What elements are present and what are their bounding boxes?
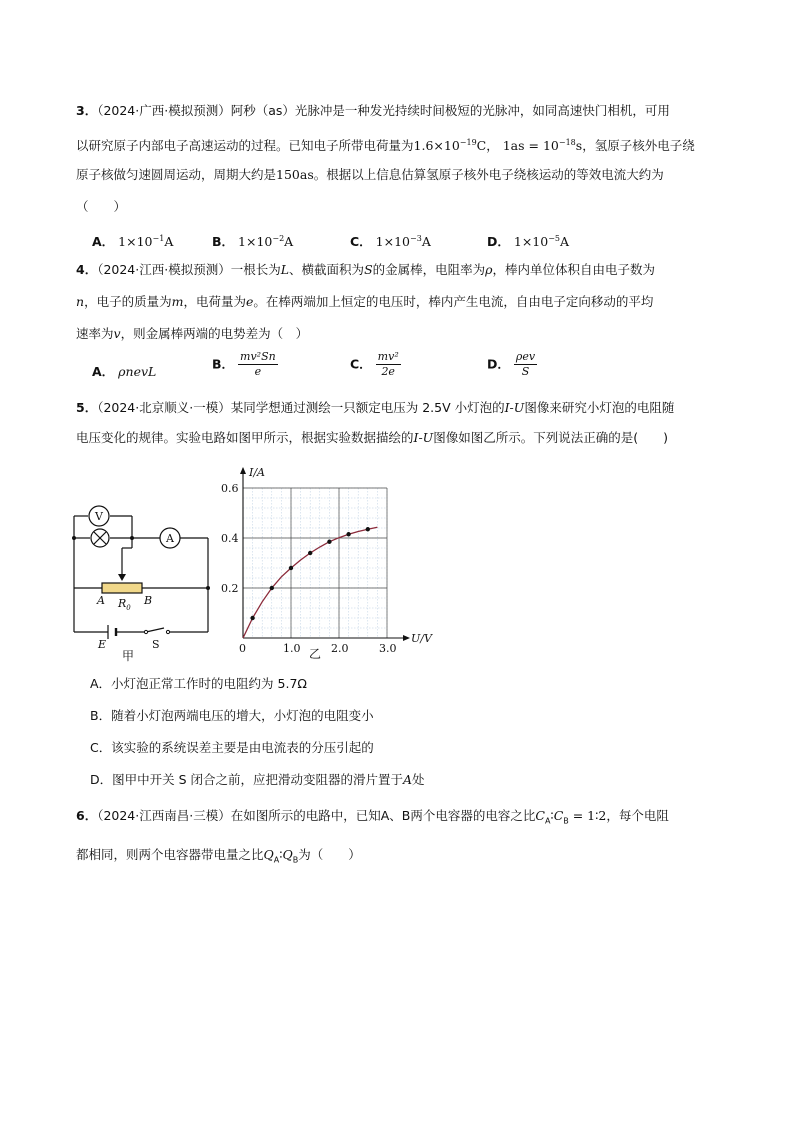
y-axis-label: I/A (249, 466, 265, 479)
q5-figure (64, 448, 444, 664)
ammeter-label: A (166, 532, 174, 545)
y-axis-arrow (240, 467, 246, 474)
rheostat-label-b: B (144, 594, 153, 607)
q3-line-3 (76, 165, 664, 185)
q3-text: 氢原子核外电子绕 (594, 138, 695, 154)
y-tick-label: 0.4 (221, 532, 239, 545)
q4-line-3: 速率为v，则金属棒两端的电势差为（ ） (76, 326, 309, 341)
q3-number: 3． (76, 103, 98, 118)
iu-graph (221, 466, 433, 661)
lamp-icon (91, 529, 109, 547)
x-axis-arrow (403, 635, 410, 641)
graph-caption: 乙 (309, 647, 322, 661)
x-tick-label: 3.0 (379, 642, 397, 655)
q6-line-1: 6．（2024·江西南昌·三模）在如图所示的电路中，已知A、B两个电容器的电容之比$C_A∶C_B$ = 1∶2，每个电阻 (76, 808, 669, 826)
q3-option-c[interactable]: C． $1\times 10^{-3}A$ (350, 234, 431, 250)
origin-label: 0 (239, 642, 246, 655)
q5-choice-d[interactable]: D．图甲中开关 S 闭合之前，应把滑动变阻器的滑片置于A处 (90, 772, 425, 787)
battery-label: E (98, 638, 107, 651)
voltmeter-label: V (95, 510, 103, 523)
rheostat-label-r: $R_0$ (118, 597, 131, 612)
data-point (346, 532, 350, 536)
q5-line-1: 5．（2024·北京顺义·一模）某同学想通过测绘一只额定电压为 2.5V 小灯泡的I-U图像来研究小灯泡的电阻随 (76, 400, 675, 415)
data-point (270, 586, 274, 590)
q4-option-a[interactable]: A． ρnevL (92, 364, 157, 379)
q5-choice-a[interactable]: A．小灯泡正常工作时的电阻约为 5.7Ω (90, 676, 307, 691)
data-point (366, 527, 370, 531)
q4-option-c[interactable]: C． $\frac{\text{mv²}}{2e}$ (350, 350, 399, 378)
q3-text: 以研究原子内部电子高速运动的过程。已知电子所带电荷量为 (76, 138, 414, 154)
q4-number: 4． (76, 262, 98, 277)
q3-option-b[interactable]: B． $1\times 10^{-2}A$ (212, 234, 294, 250)
q6-line-2: 都相同，则两个电容器带电量之比$Q_A∶Q_B$为（ ） (76, 847, 361, 865)
q3-option-d[interactable]: D． $1\times 10^{-5}A$ (487, 234, 570, 250)
q3-text: 。根据以上信息估算氢原子核外电子绕核运动的等效电流大约为 (313, 167, 664, 182)
q3-text: 阿秒（as）光脉冲是一种发光持续时间极短的光脉冲，如同高速快门相机，可用 (230, 103, 670, 118)
switch-label: S (152, 638, 160, 651)
x-tick-label: 2.0 (331, 642, 349, 655)
q4-source: （2024·江西·模拟预测） (97, 262, 231, 277)
q4-option-d[interactable]: D． $\frac{\text{ρev}}{S}$ (487, 350, 536, 378)
q4-line-2: n，电子的质量为m，电荷量为e。在棒两端加上恒定的电压时，棒内产生电流，自由电子定向移动的平均 (76, 294, 654, 309)
circuit-caption: 甲 (122, 649, 135, 663)
rheostat-slider (118, 574, 126, 581)
y-tick-label: 0.6 (221, 482, 239, 495)
q3-paren: （ ） (76, 199, 127, 214)
q3-line-2 (76, 133, 695, 156)
data-point (250, 616, 254, 620)
data-point (327, 540, 331, 544)
q5-number: 5． (76, 400, 98, 415)
q3-text: 原子核做匀速圆周运动，周期大约是 (76, 167, 277, 182)
q5-choice-c[interactable]: C．该实验的系统误差主要是由电流表的分压引起的 (90, 740, 374, 755)
q5-choice-b[interactable]: B．随着小灯泡两端电压的增大，小灯泡的电阻变小 (90, 708, 374, 723)
q3-period: 150as (276, 167, 314, 182)
q3-line-1 (76, 101, 670, 121)
battery-icon (108, 625, 116, 639)
data-point (308, 551, 312, 555)
q3-option-a[interactable]: A． $1\times 10^{-1}A$ (92, 234, 174, 250)
q3-charge: $1.6\times 10^{-19}C$， (413, 138, 499, 154)
q4-option-b[interactable]: B． $\frac{\text{mv²Sn}}{e}$ (212, 350, 276, 378)
data-point (289, 566, 293, 570)
rheostat (102, 583, 142, 593)
rheostat-label-a: A (97, 594, 105, 607)
q5-line-2: 电压变化的规律。实验电路如图甲所示，根据实验数据描绘的I-U图像如图乙所示。下列说法正确的是( ) (76, 430, 668, 445)
q6-number: 6． (76, 808, 98, 823)
q3-as-def: $1as = 10^{-18}s$， (502, 138, 595, 154)
x-axis-label: U/V (411, 632, 432, 645)
q3-source: （2024·广西·模拟预测） (97, 103, 231, 118)
q4-line-1: 4．（2024·江西·模拟预测）一根长为L、横截面积为S的金属棒，电阻率为ρ，棒内单位体积自由电子数为 (76, 262, 656, 277)
q6-source: （2024·江西南昌·三模） (97, 808, 231, 823)
y-tick-label: 0.2 (221, 582, 239, 595)
x-tick-label: 1.0 (283, 642, 301, 655)
q5-source: （2024·北京顺义·一模） (97, 400, 231, 415)
